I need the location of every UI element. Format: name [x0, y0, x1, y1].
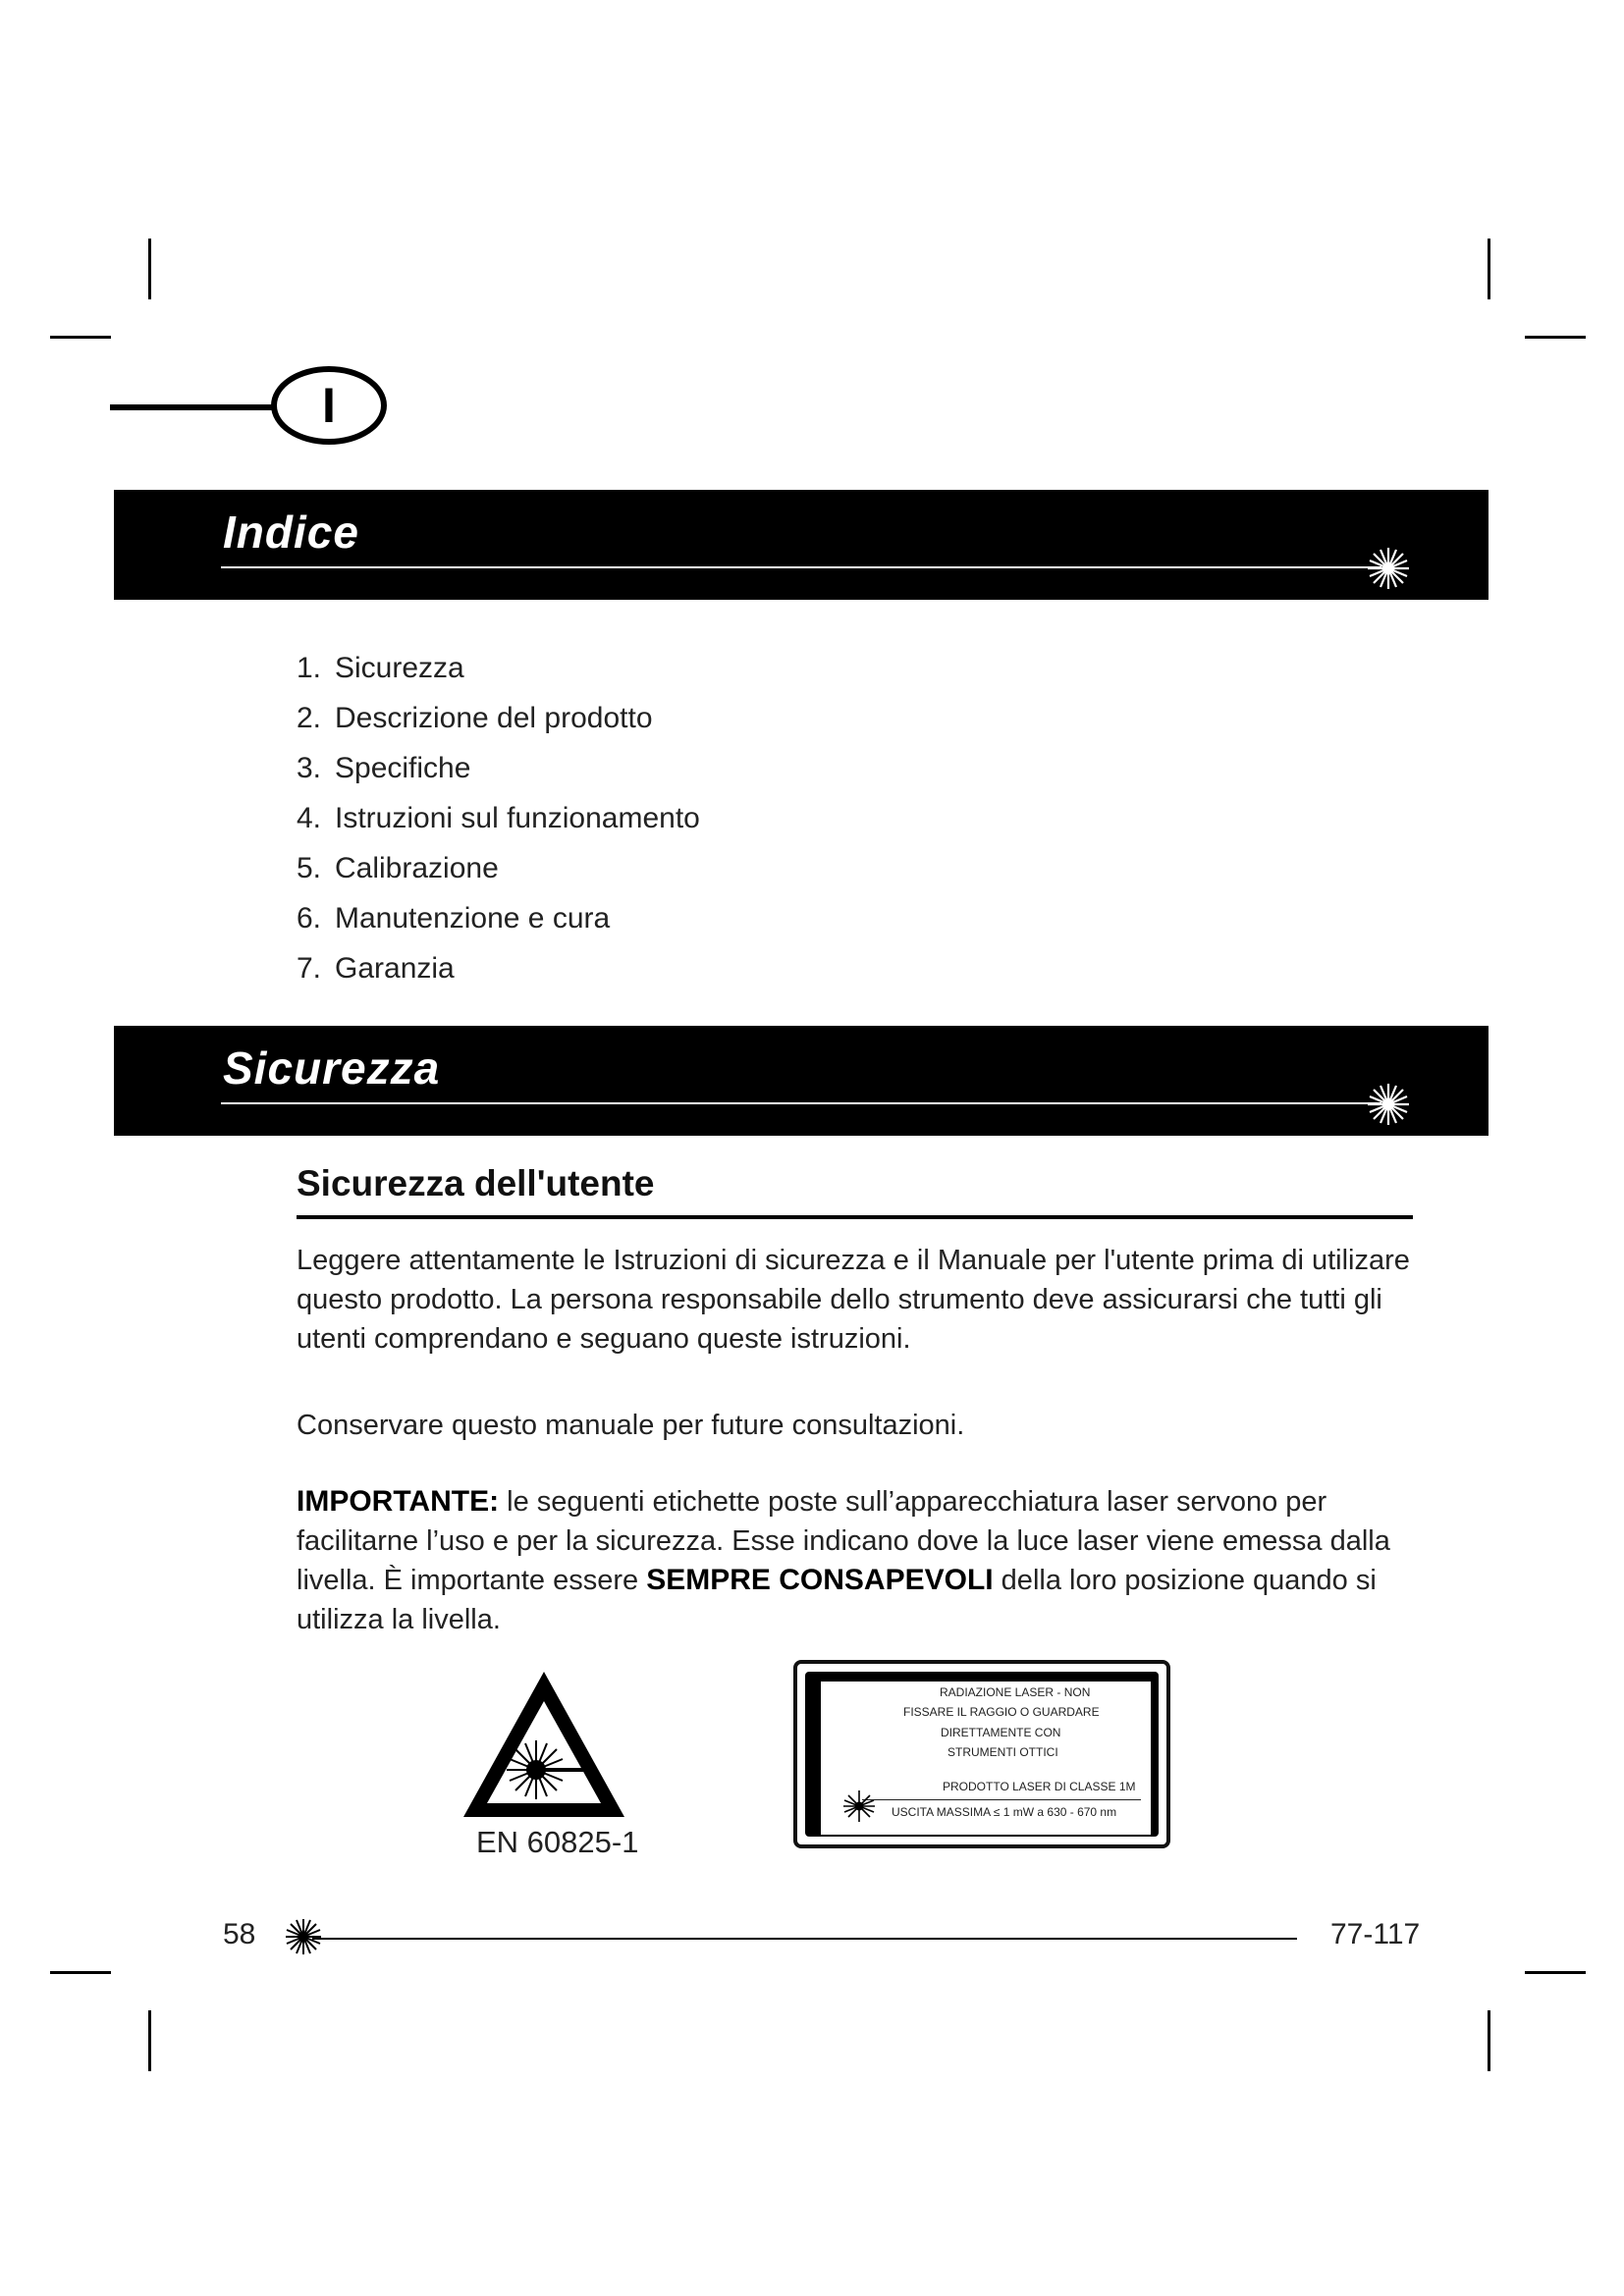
toc-item: 3. Specifiche	[297, 752, 471, 784]
laser-label-rule	[862, 1799, 1141, 1800]
laser-class-label	[793, 1660, 1170, 1848]
laser-label-line-2: FISSARE IL RAGGIO O GUARDARE	[903, 1705, 1100, 1719]
laser-star-icon	[842, 1789, 876, 1823]
toc-item-label: Calibrazione	[335, 852, 499, 884]
toc-item: 5. Calibrazione	[297, 852, 499, 884]
toc-item-label: Istruzioni sul funzionamento	[335, 802, 700, 834]
toc-item: 2. Descrizione del prodotto	[297, 702, 653, 734]
safety-banner	[114, 1026, 1489, 1136]
index-title: Indice	[223, 507, 359, 558]
crop-mark-top-right-horizontal	[1525, 336, 1586, 339]
laser-label-line-4: STRUMENTI OTTICI	[947, 1745, 1058, 1759]
crop-mark-bottom-right-vertical	[1488, 2010, 1490, 2071]
toc-item-label: Manutenzione e cura	[335, 902, 611, 934]
page-number: 58	[223, 1918, 256, 1950]
subsection-rule	[297, 1215, 1413, 1219]
toc-item-label: Descrizione del prodotto	[335, 702, 653, 734]
important-text-1: le seguenti etichette poste sull’apparecchiatura laser servono per facilitarne l’uso e per la sicurezza. Esse indicano dove la luce laser viene emessa dalla livella. È importante essere	[297, 1486, 1390, 1596]
important-emphasis: SEMPRE CONSAPEVOLI	[646, 1564, 994, 1596]
laser-label-line-5: PRODOTTO LASER DI CLASSE 1M	[943, 1780, 1136, 1793]
crop-mark-bottom-left-horizontal	[50, 1971, 111, 1974]
safety-title: Sicurezza	[223, 1042, 441, 1094]
intro-paragraph: Leggere attentamente le Istruzioni di sicurezza e il Manuale per l'utente prima di utilizare questo prodotto. La persona responsabile dello strumento deve assicurarsi che tutti gli utenti comprendano e seguano queste istruzioni.	[297, 1245, 1410, 1355]
keep-manual-paragraph: Conservare questo manuale per future consultazioni.	[297, 1410, 965, 1441]
laser-label-line-6: USCITA MASSIMA ≤ 1 mW a 630 - 670 nm	[892, 1805, 1117, 1819]
safety-banner-rule	[221, 1102, 1381, 1104]
important-text-2: della loro posizione quando si utilizza la livella.	[297, 1565, 1377, 1635]
document-code: 77-117	[1330, 1918, 1421, 1950]
index-banner	[114, 490, 1489, 600]
index-banner-rule	[221, 566, 1381, 568]
table-of-contents	[297, 643, 700, 993]
important-paragraph	[297, 1482, 1426, 1639]
laser-star-icon	[1366, 1082, 1411, 1127]
crop-mark-top-left-horizontal	[50, 336, 111, 339]
warning-standard-caption: EN 60825-1	[476, 1825, 639, 1859]
toc-item: 6. Manutenzione e cura	[297, 902, 611, 934]
important-label: IMPORTANTE:	[297, 1485, 500, 1518]
laser-star-icon	[1366, 546, 1411, 591]
footer-rule	[312, 1938, 1297, 1940]
toc-item-label: Garanzia	[335, 952, 455, 985]
toc-item-label: Specifiche	[335, 752, 471, 784]
laser-warning-triangle-icon	[458, 1666, 630, 1823]
crop-mark-bottom-right-horizontal	[1525, 1971, 1586, 1974]
toc-item-label: Sicurezza	[335, 652, 464, 684]
toc-item: 4. Istruzioni sul funzionamento	[297, 802, 700, 834]
subsection-title: Sicurezza dell'utente	[297, 1163, 655, 1203]
crop-mark-bottom-left-vertical	[148, 2010, 151, 2071]
crop-mark-top-left-vertical	[148, 239, 151, 299]
language-badge	[271, 366, 387, 445]
crop-mark-top-right-vertical	[1488, 239, 1490, 299]
toc-item: 1. Sicurezza	[297, 652, 464, 684]
laser-label-line-3: DIRETTAMENTE CON	[941, 1726, 1061, 1739]
toc-item: 7. Garanzia	[297, 952, 455, 985]
language-tab-line	[110, 404, 277, 410]
laser-star-icon	[284, 1917, 323, 1956]
language-letter: I	[322, 378, 336, 433]
laser-label-line-1: RADIAZIONE LASER - NON	[940, 1685, 1091, 1699]
laser-label-panel	[821, 1682, 1151, 1835]
